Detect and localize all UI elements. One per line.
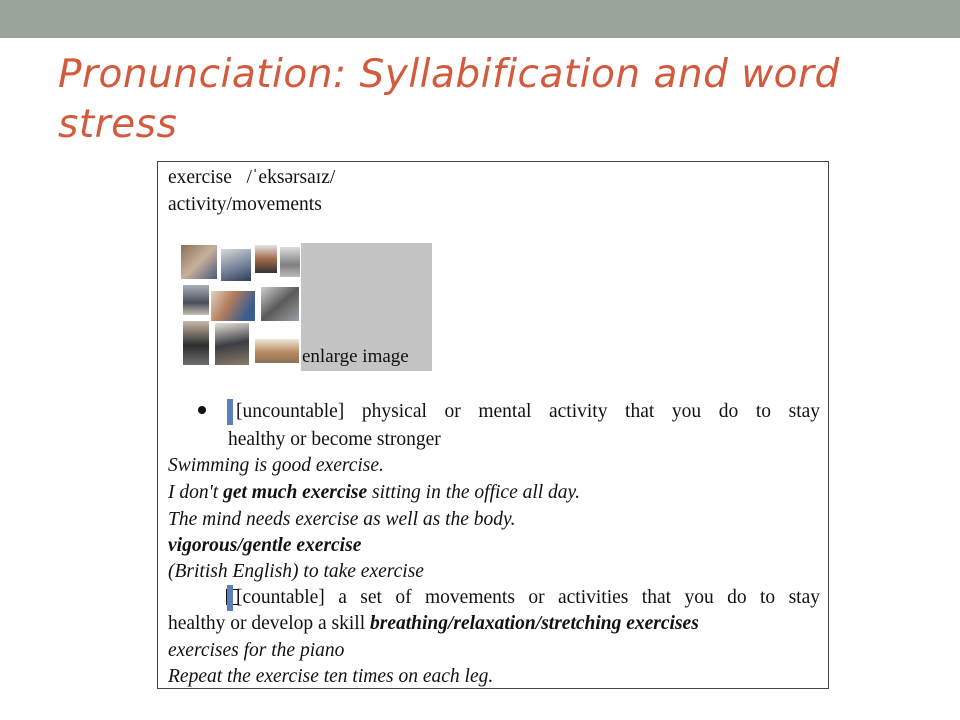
exercise-image[interactable] bbox=[179, 243, 432, 371]
photo-lunge bbox=[255, 245, 277, 273]
photo-weights bbox=[183, 285, 209, 315]
sense1-definition-line1 bbox=[236, 400, 820, 424]
slide-title: Pronunciation: Syllabification and word stress bbox=[58, 52, 840, 147]
sense1-label: [uncountable] bbox=[236, 401, 345, 422]
sense1-definition-text: physical or mental activity that you do to stay bbox=[361, 401, 821, 422]
sense2-definition-text: a set of movements or activities that you do to stay bbox=[338, 587, 821, 608]
sense2-example-1: exercises for the piano bbox=[168, 640, 345, 661]
sense2-label: [countable] bbox=[236, 587, 325, 608]
dictionary-entry-box bbox=[157, 161, 829, 689]
photo-stretching bbox=[181, 245, 217, 279]
collocation-highlight: get much exercise bbox=[223, 482, 368, 503]
headword: exercise bbox=[168, 167, 232, 188]
enlarge-image-link[interactable]: enlarge image bbox=[302, 346, 409, 367]
photo-couple bbox=[215, 323, 249, 365]
entry-subtitle: activity/movements bbox=[168, 194, 322, 215]
bullet-dot-icon bbox=[198, 406, 206, 414]
sense2-example-2: Repeat the exercise ten times on each leg. bbox=[168, 666, 494, 687]
sense1-example-2: I don't get much exercise sitting in the office all day. bbox=[168, 482, 581, 503]
exercise-photo-collage bbox=[179, 243, 301, 371]
sense1-example-5: (British English) to take exercise bbox=[168, 561, 424, 582]
sense1-example-3: The mind needs exercise as well as the body. bbox=[168, 509, 516, 530]
sense2-definition-line2: healthy or develop a skill breathing/relaxation/stretching exercises bbox=[168, 613, 699, 634]
sense1-marker-bar bbox=[227, 399, 233, 425]
photo-mat-exercise bbox=[211, 291, 255, 321]
top-accent-bar bbox=[0, 0, 960, 38]
sense1-example-1: Swimming is good exercise. bbox=[168, 455, 384, 476]
photo-pushup bbox=[255, 339, 299, 363]
photo-rowing-machine bbox=[261, 287, 299, 321]
photo-exercise-bike bbox=[280, 247, 300, 277]
sense2-marker-bar bbox=[227, 585, 233, 611]
photo-boxing bbox=[183, 321, 209, 365]
sense1-example-4: vigorous/gentle exercise bbox=[168, 535, 362, 556]
sense2-collocations: breathing/relaxation/stretching exercises bbox=[370, 613, 699, 634]
pronunciation: /ˈeksərsaɪz/ bbox=[246, 167, 336, 188]
headword-line bbox=[168, 166, 335, 190]
sense1-definition-line2: healthy or become stronger bbox=[228, 429, 441, 450]
photo-jogging bbox=[221, 249, 251, 281]
sense2-definition-line1 bbox=[236, 586, 820, 610]
